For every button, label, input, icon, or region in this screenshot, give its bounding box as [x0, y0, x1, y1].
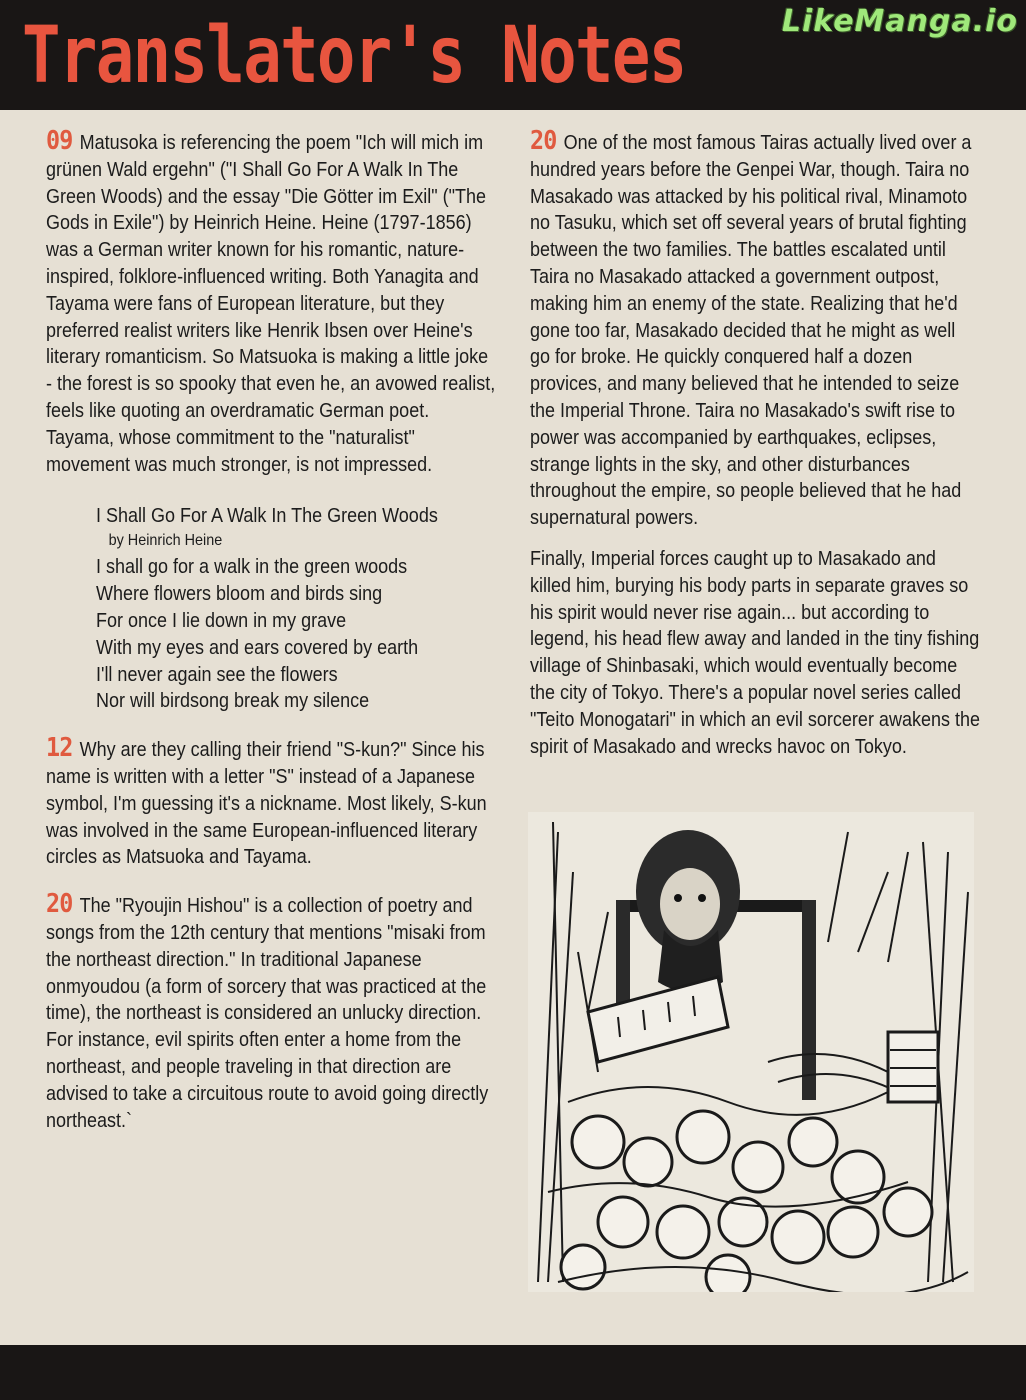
- poem-title: I Shall Go For A Walk In The Green Woods: [96, 505, 438, 528]
- note-number: 12: [46, 733, 73, 764]
- note-text: One of the most famous Tairas actually lived over a hundred years before the Genpei War, though. Taira no Masakado was attacked by his political rival, Minamoto no Tasuku, which set off several years of brutal fighting between the two families. The battles escalated until Taira no Masakado attacked a government outpost, making him an enemy of the state. Realizing that he'd gone too far, Masakado decided that he might as well go for broke. He quickly conquered half a dozen provices, and many believed that he intended to seize the Imperial Throne. Taira no Masakado's swift rise to power was accompanied by earthquakes, eclipses, strange lights in the sky, and other disturbances throughout the empire, so people believed that he had supernatural powers.: [530, 132, 972, 530]
- note-text: Matusoka is referencing the poem "Ich will mich im grünen Wald ergehn" ("I Shall Go For A Walk In The Green Woods) and the essay "Die Götter im Exil" ("The Gods in Exile") by Heinrich Heine. Heine (1797-1856) was a German writer known for his romantic, nature-inspired, folklore-influenced writing. Both Yanagita and Tayama were fans of European literature, but they preferred realist writers like Henrik Ibsen over Heine's literary romanticism. So Matsuoka is making a little joke - the forest is so spooky that even he, an avowed realist, feels like quoting an overdramatic German poet. Tayama, whose commitment to the "naturalist" movement was much stronger, is not impressed.: [46, 132, 496, 476]
- poem-byline: by Heinrich Heine: [108, 532, 223, 550]
- note-number: 09: [46, 126, 73, 156]
- right-column: [530, 126, 980, 774]
- woodblock-print-image: [528, 812, 974, 1292]
- site-watermark[interactable]: LikeManga.io: [781, 4, 1018, 39]
- poem-line: Where flowers bloom and birds sing: [96, 583, 383, 606]
- note-number: 20: [530, 126, 557, 156]
- page-title: Translator's Notes: [22, 11, 686, 101]
- note-text: Why are they calling their friend "S-kun?" Since his name is written with a letter "S" instead of a Japanese symbol, I'm guessing it's a nickname. Most likely, S-kun was involved in the same European-influenced literary circles as Matsuoka and Tayama.: [46, 739, 487, 869]
- note-12: [46, 733, 496, 871]
- note-number: 20: [46, 889, 73, 920]
- note-20-right-continued: Finally, Imperial forces caught up to Masakado and killed him, burying his body parts in separate graves so his spirit would never rise again... but according to legend, his head flew away and landed in the tiny fishing village of Shinbasaki, which would eventually become the city of Tokyo. There's a popular novel series called "Teito Monogatari" in which an evil sorcerer awakens the spirit of Masakado and wrecks havoc on Tokyo.: [530, 547, 980, 758]
- footer-bar: [0, 1345, 1026, 1400]
- poem-line: With my eyes and ears covered by earth: [96, 636, 419, 659]
- poem-line: I shall go for a walk in the green woods: [96, 556, 408, 579]
- poem-line: For once I lie down in my grave: [96, 609, 347, 632]
- poem-line: I'll never again see the flowers: [96, 663, 338, 686]
- poem-block: [96, 502, 510, 715]
- note-20-right: [530, 126, 980, 532]
- poem-line: Nor will birdsong break my silence: [96, 690, 370, 713]
- note-20-left: [46, 889, 496, 1134]
- masakado-head-illustration: [528, 812, 974, 1292]
- left-column: [46, 126, 496, 1148]
- header-bar: [0, 0, 1026, 110]
- note-text: The "Ryoujin Hishou" is a collection of poetry and songs from the 12th century that mentions "misaki from the northeast direction." In traditional Japanese onmyoudou (a form of sorcery that was practiced at the time), the northeast is considered an unlucky direction. For instance, evil spirits often enter a home from the northeast, and people traveling in that direction are advised to take a circuitous route to avoid going directly northeast.`: [46, 895, 489, 1132]
- note-09: [46, 126, 496, 478]
